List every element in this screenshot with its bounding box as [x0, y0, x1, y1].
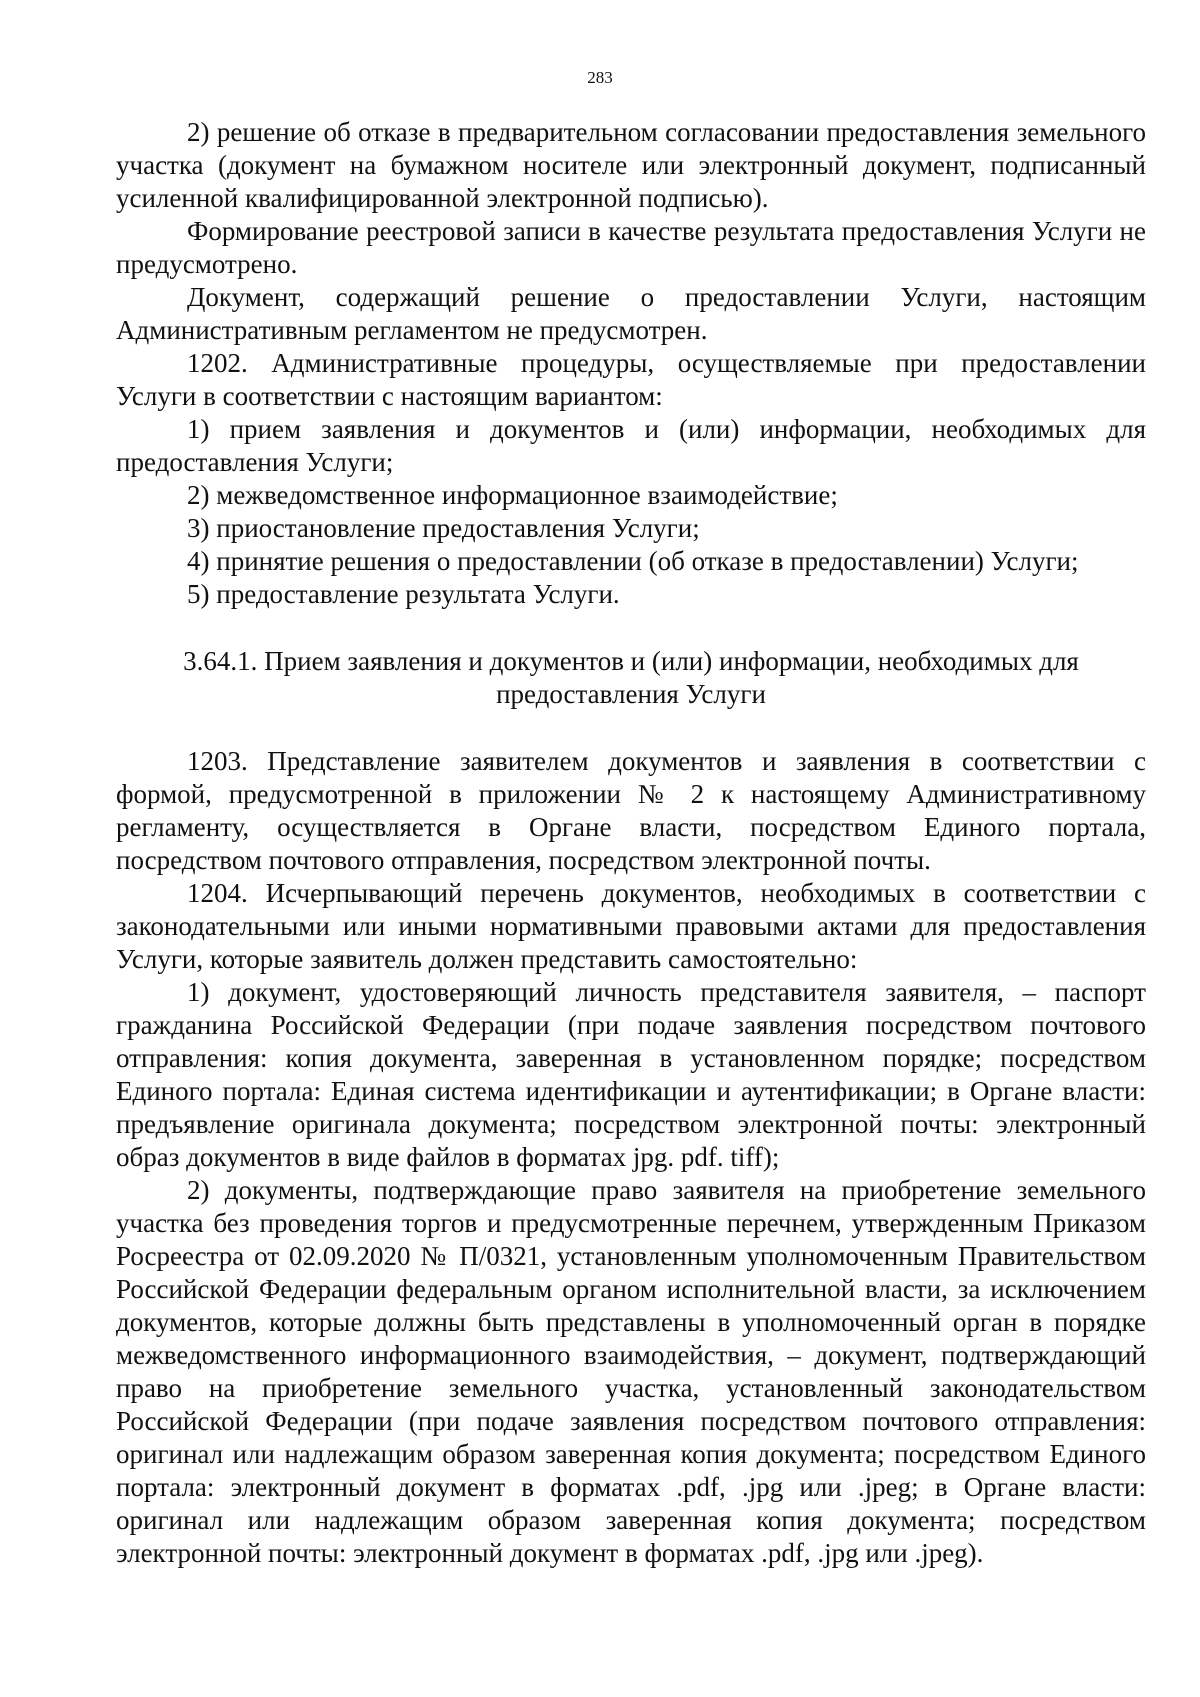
list-item-procedure-4: 4) принятие решения о предоставлении (об отказе в предоставлении) Услуги; [187, 546, 1079, 576]
page-number: 283 [587, 68, 613, 87]
list-item-procedure-1: 1) прием заявления и документов и (или) информации, необходимых для предоставления Услуги; [116, 414, 1146, 477]
list-item-procedure-2: 2) межведомственное информационное взаимодействие; [187, 480, 838, 510]
paragraph-1203: 1203. Представление заявителем документов и заявления в соответствии с формой, предусмотренной в приложении № 2 к настоящему Административному регламенту, осуществляется в Органе власти, посредством Единого портала, посредством почтового отправления, посредством электронной почты. [116, 746, 1146, 875]
paragraph-registry-record: Формирование реестровой записи в качестве результата предоставления Услуги не предусмотрено. [116, 216, 1146, 279]
list-item-procedure-5: 5) предоставление результата Услуги. [187, 579, 620, 609]
document-body [116, 116, 1146, 1570]
list-item-document-2: 2) документы, подтверждающие право заявителя на приобретение земельного участка без проведения торгов и предусмотренные перечнем, утвержденным Приказом Росреестра от 02.09.2020 № П/0321, установленным уполномоченным Правительством Российской Федерации федеральным органом исполнительной власти, за исключением документов, которые должны быть представлены в уполномоченный орган в порядке межведомственного информационного взаимодействия, – документ, подтверждающий право на приобретение земельного участка, установленный законодательством Российской Федерации (при подаче заявления посредством почтового отправления: оригинал или надлежащим образом заверенная копия документа; посредством Единого портала: электронный документ в форматах .pdf, .jpg или .jpeg; в Органе власти: оригинал или надлежащим образом заверенная копия документа; посредством электронной почты: электронный документ в форматах .pdf, .jpg или .jpeg). [116, 1175, 1146, 1568]
paragraph-1204: 1204. Исчерпывающий перечень документов, необходимых в соответствии с законодательными или иными нормативными правовыми актами для предоставления Услуги, которые заявитель должен представить самостоятельно: [116, 878, 1146, 974]
paragraph-decision-document: Документ, содержащий решение о предоставлении Услуги, настоящим Административным регламентом не предусмотрен. [116, 282, 1146, 345]
section-heading: 3.64.1. Прием заявления и документов и (или) информации, необходимых для предоставления Услуги [183, 646, 1079, 709]
paragraph-1202: 1202. Административные процедуры, осуществляемые при предоставлении Услуги в соответствии с настоящим вариантом: [116, 348, 1146, 411]
paragraph-result-refusal: 2) решение об отказе в предварительном согласовании предоставления земельного участка (документ на бумажном носителе или электронный документ, подписанный усиленной квалифицированной электронной подписью). [116, 117, 1146, 213]
list-item-document-1: 1) документ, удостоверяющий личность представителя заявителя, – паспорт гражданина Российской Федерации (при подаче заявления посредством почтового отправления: копия документа, заверенная в установленном порядке; посредством Единого портала: Единая система идентификации и аутентификации; в Органе власти: предъявление оригинала документа; посредством электронной почты: электронный образ документов в виде файлов в форматах jpg. pdf. tiff); [116, 977, 1146, 1172]
list-item-procedure-3: 3) приостановление предоставления Услуги; [187, 513, 700, 543]
